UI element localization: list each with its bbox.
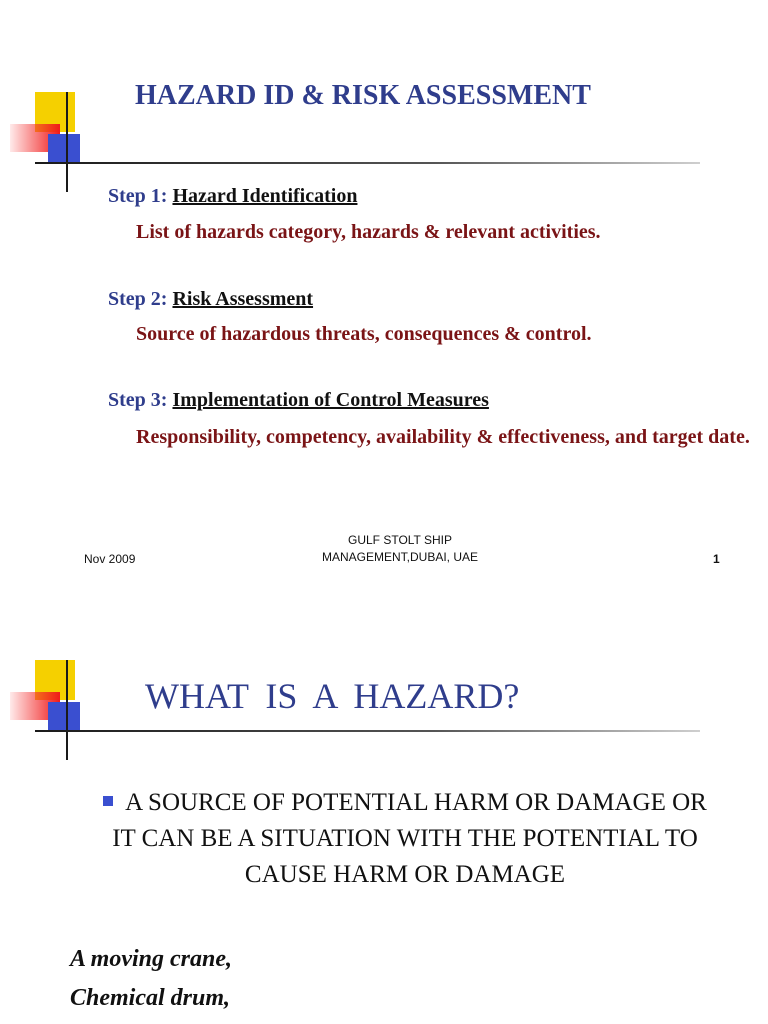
footer-page-number: 1 — [713, 552, 720, 566]
example-item: Chemical drum, — [70, 985, 231, 1011]
title-underline-rule — [35, 162, 700, 164]
bullet-square-icon — [103, 796, 113, 806]
title-underline-rule — [35, 730, 700, 732]
step-1-description: List of hazards category, hazards & relevant activities. — [136, 221, 601, 243]
footer-company-line1: GULF STOLT SHIP — [347, 533, 453, 547]
step-label: Step 2 — [108, 288, 161, 310]
slide-logo-decoration — [10, 92, 110, 202]
bullet-text: A SOURCE OF POTENTIAL HARM OR DAMAGE OR IT CAN BE A SITUATION WITH THE POTENTIAL TO CAUSE HARM OR DAMAGE — [112, 789, 707, 888]
logo-blue-square — [48, 702, 80, 730]
step-name: Implementation of Control Measures — [172, 389, 489, 411]
logo-blue-square — [48, 134, 80, 162]
slide-title: WHAT IS A HAZARD? — [145, 676, 520, 716]
step-name: Risk Assessment — [172, 288, 314, 310]
step-label: Step 3 — [108, 389, 161, 411]
step-3-heading: Step 3: Implementation of Control Measures — [108, 389, 489, 411]
step-2-heading: Step 2: Risk Assessment — [108, 288, 314, 310]
footer-company-line2: MANAGEMENT,DUBAI, UAE — [321, 550, 479, 564]
step-3-description: Responsibility, competency, availability & effectiveness, and target date. — [136, 426, 750, 448]
bullet-item — [95, 785, 715, 893]
slide-title: HAZARD ID & RISK ASSESSMENT — [135, 80, 591, 111]
footer-date: Nov 2009 — [84, 552, 136, 566]
step-2-description: Source of hazardous threats, consequences & control. — [136, 323, 592, 345]
logo-vertical-line — [66, 660, 68, 760]
slide-what-is-hazard — [0, 640, 768, 1024]
example-item: A moving crane, — [70, 946, 233, 972]
logo-vertical-line — [66, 92, 68, 192]
step-name: Hazard Identification — [172, 185, 358, 207]
step-1-heading: Step 1: Hazard Identification — [108, 185, 358, 207]
slide-logo-decoration — [10, 660, 110, 770]
footer-company — [300, 532, 500, 566]
step-label: Step 1 — [108, 185, 161, 207]
